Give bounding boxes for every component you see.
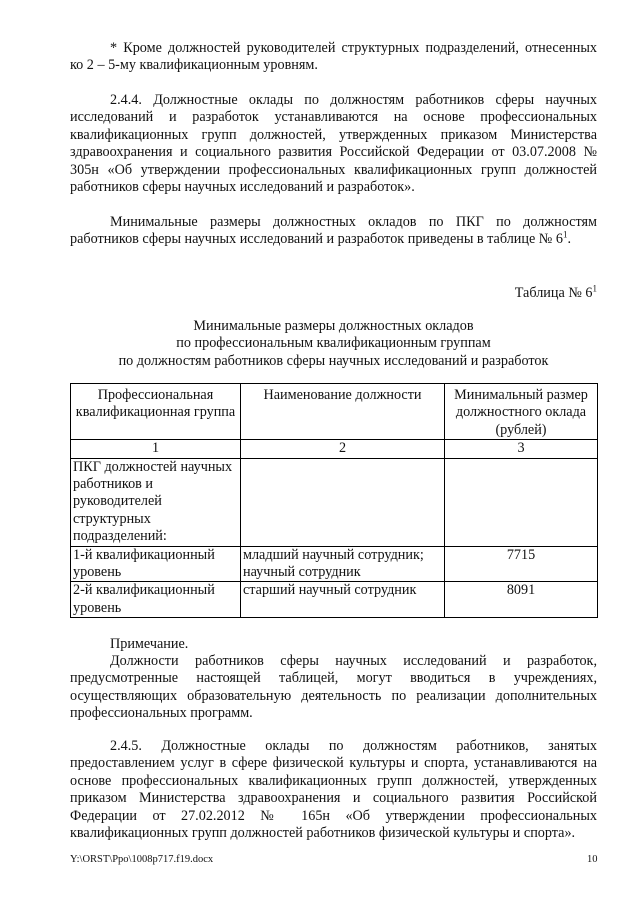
min-sizes-text: Минимальные размеры должностных окладов по ПКГ по должностям работников сферы научных исследований и разработок приведены в таблице № 6 (70, 214, 597, 248)
empty-cell (241, 458, 445, 546)
level-cell: 2-й квалификационный уровень (71, 582, 241, 618)
table-row (71, 546, 598, 582)
empty-cell (445, 458, 598, 546)
salary-cell: 7715 (445, 546, 598, 582)
table-label-sup: 1 (592, 283, 597, 294)
table-title-line2: по профессиональным квалификационным группам (176, 335, 491, 352)
table-label (70, 285, 597, 302)
col-number: 1 (71, 440, 241, 458)
group-cell: ПКГ должностей научных работников и руководителей структурных подразделений: (71, 458, 241, 546)
paragraph-min-sizes (70, 214, 597, 249)
note-label: Примечание. (110, 636, 189, 652)
table-header-row (71, 384, 598, 440)
header-position: Наименование должности (241, 384, 445, 440)
note-top: * Кроме должностей руководителей структурных подразделений, отнесенных ко 2 – 5-му квалификационным уровням. (70, 40, 597, 74)
table-group-row (71, 458, 598, 546)
table-number-row (71, 440, 598, 458)
page-number: 10 (587, 854, 598, 865)
table-title-line3: по должностям работников сферы научных исследований и разработок (118, 352, 549, 369)
position-cell: старший научный сотрудник (241, 582, 445, 618)
col-number: 3 (445, 440, 598, 458)
table-label-text: Таблица № 6 (514, 285, 593, 301)
min-sizes-sup: 1 (563, 229, 568, 240)
col-number: 2 (241, 440, 445, 458)
header-salary: Минимальный размер должностного оклада (рублей) (445, 384, 598, 440)
salary-table (70, 383, 598, 618)
table-row (71, 582, 598, 618)
salary-cell: 8091 (445, 582, 598, 618)
level-cell: 1-й квалификационный уровень (71, 546, 241, 582)
footer-path: Y:\ORST\Ppo\1008p717.f19.docx (70, 854, 214, 865)
table-title (70, 318, 597, 370)
table-title-line1: Минимальные размеры должностных окладов (193, 318, 474, 334)
paragraph-2-4-5: 2.4.5. Должностные оклады по должностям работников, занятых предоставлением услуг в сфере физической культуры и спорта, устанавливаются на основе профессиональных квалификационных групп должностей, утвержденных приказом Министерства здравоохранения и социального развития Российской Федерации от 27.02.2012 № 165н «Об утверждении профессиональных квалификационных групп должностей работников физической культуры и спорта». (70, 738, 597, 842)
paragraph-2-4-4: 2.4.4. Должностные оклады по должностям работников сферы научных исследований и разработок устанавливаются на основе профессиональных квалификационных групп должностей, утвержденных приказом Министерства здравоохранения и социального развития Российской Федерации от 03.07.2008 № 305н «Об утверждении профессиональных квалификационных групп должностей работников сферы научных исследований и разработок». (70, 92, 597, 196)
min-sizes-end: . (567, 231, 572, 248)
note-body: Должности работников сферы научных исследований и разработок, предусмотренные настоящей таблицей, могут вводиться в учреждениях, осуществляющих образовательную деятельность по реализации дополнительных профессиональных программ. (70, 653, 597, 722)
position-cell: младший научный сотрудник; научный сотрудник (241, 546, 445, 582)
header-group: Профессиональная квалификационная группа (71, 384, 241, 440)
